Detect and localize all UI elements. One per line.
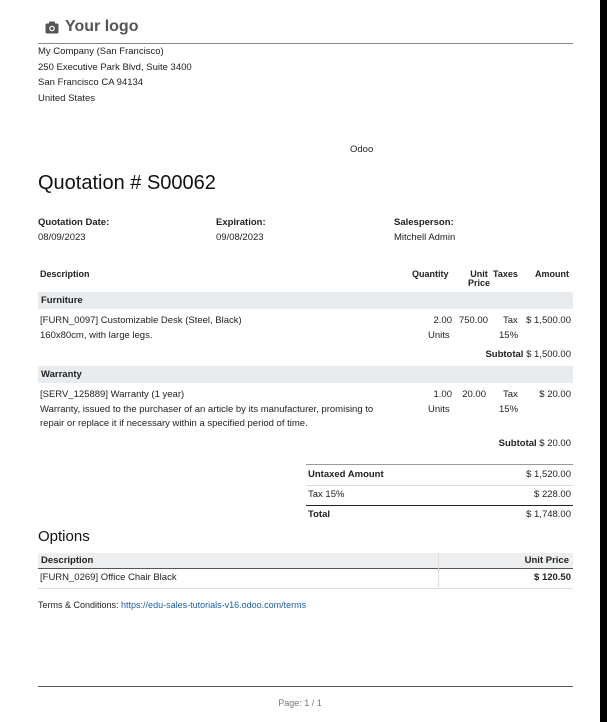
terms-link[interactable]: https://edu-sales-tutorials-v16.odoo.com/terms	[121, 600, 307, 610]
line-item-unit-price: 750.00	[458, 315, 488, 326]
page-number: Page: 1 / 1	[278, 698, 322, 708]
col-unit-price: Unit Price	[468, 269, 491, 288]
options-col-unit-price: Unit Price	[524, 555, 569, 566]
line-item-description: [SERV_125889] Warranty (1 year) Warranty, issued to the purchaser of an article by its manufacturer, promising to repair or replace it if necessary within a specified period of time.	[40, 389, 374, 429]
salesperson-label: Salesperson:	[394, 217, 454, 228]
camera-icon	[45, 21, 59, 34]
company-street: 250 Executive Park Blvd, Suite 3400	[38, 61, 192, 73]
footer-divider	[38, 686, 573, 687]
logo-text: Your logo	[65, 18, 139, 35]
options-header-row	[38, 553, 573, 569]
line-item-unit-price: 20.00	[462, 389, 486, 400]
company-logo	[45, 18, 138, 36]
totals-top-divider	[306, 464, 573, 465]
company-city: San Francisco CA 94134	[38, 77, 144, 88]
col-taxes: Taxes	[493, 269, 518, 279]
tax-label: Tax 15%	[308, 489, 345, 500]
terms-line	[38, 600, 306, 610]
untaxed-amount: $ 1,520.00	[526, 469, 571, 480]
terms-label: Terms & Conditions:	[38, 600, 119, 610]
total-divider	[306, 505, 573, 506]
section-row-warranty: Warranty	[38, 366, 573, 383]
subtotal-row: Subtotal $ 20.00	[498, 438, 571, 449]
col-description: Description	[40, 269, 90, 279]
line-item-uom: Units	[428, 330, 450, 341]
subtotal-row: Subtotal $ 1,500.00	[485, 349, 571, 360]
options-col-description: Description	[41, 555, 94, 566]
customer-name: Odoo	[350, 144, 374, 155]
option-item-price: $ 120.50	[534, 572, 571, 583]
line-item-tax-rate: 15%	[499, 330, 519, 341]
line-item-amount: $ 20.00	[539, 389, 571, 400]
tax-amount: $ 228.00	[534, 489, 571, 500]
option-item-description: [FURN_0269] Office Chair Black	[40, 572, 177, 583]
company-country: United States	[38, 92, 96, 104]
line-item-amount: $ 1,500.00	[526, 315, 571, 326]
line-item-quantity: 2.00	[433, 315, 452, 326]
untaxed-label: Untaxed Amount	[308, 469, 384, 480]
company-name: My Company (San Francisco)	[38, 46, 164, 57]
salesperson-value: Mitchell Admin	[394, 232, 456, 243]
line-item-tax-rate: 15%	[499, 404, 519, 415]
window-edge	[600, 0, 607, 722]
document-title: Quotation # S00062	[38, 172, 216, 194]
total-amount: $ 1,748.00	[526, 509, 571, 520]
line-item-description: [FURN_0097] Customizable Desk (Steel, Black) 160x80cm, with large legs.	[40, 315, 242, 341]
line-item-tax: Tax	[503, 389, 518, 400]
line-item-tax: Tax	[503, 315, 518, 326]
company-address	[38, 44, 192, 106]
line-item-uom: Units	[428, 404, 450, 415]
expiration-label: Expiration:	[216, 217, 266, 228]
line-item-quantity: 1.00	[433, 389, 452, 400]
options-bottom-divider	[38, 588, 573, 589]
totals-divider	[306, 485, 573, 486]
options-column-divider	[438, 553, 439, 589]
quotation-date-value: 08/09/2023	[38, 232, 86, 243]
quotation-date-label: Quotation Date:	[38, 217, 110, 228]
total-label: Total	[308, 509, 330, 520]
section-row-furniture: Furniture	[38, 292, 573, 309]
options-heading: Options	[38, 528, 90, 545]
col-quantity: Quantity	[412, 269, 449, 279]
col-amount: Amount	[535, 269, 569, 279]
expiration-value: 09/08/2023	[216, 232, 264, 243]
